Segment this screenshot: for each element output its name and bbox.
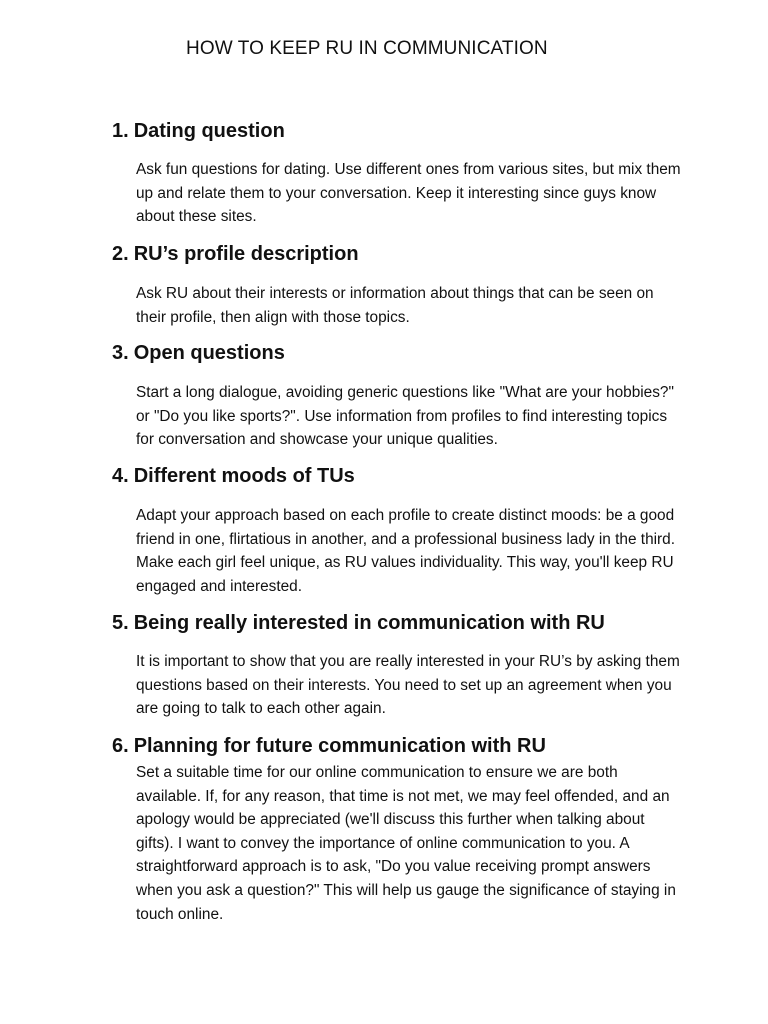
section-dating-question	[112, 118, 692, 229]
section-heading	[112, 610, 692, 636]
section-heading-text: Planning for future communication with RU	[133, 735, 546, 757]
section-body: Set a suitable time for our online communication to ensure we are both available. If, for any reason, that time is not met, we may feel offended, and an apology would be appreciated (we'll discuss this further when talking about gifts). I want to convey the importance of online communication to you. A straightforward approach is to ask, "Do you value receiving prompt answers when you ask a question?" This will help us gauge the significance of staying in touch online.	[136, 764, 676, 923]
section-number: 2.	[112, 243, 129, 265]
section-body: It is important to show that you are really interested in your RU’s by asking them questions based on their interests. You need to set up an agreement when you are going to talk to each other again.	[136, 653, 680, 718]
section-planning-future	[112, 733, 692, 926]
section-body: Ask RU about their interests or information about things that can be seen on their profile, then align with those topics.	[136, 285, 654, 326]
section-different-moods	[112, 463, 692, 598]
section-open-questions	[112, 340, 692, 452]
section-body: Start a long dialogue, avoiding generic questions like "What are your hobbies?" or "Do you like sports?". Use information from profiles to find interesting topics for conversation and showcase your unique qualities.	[136, 384, 674, 449]
section-number: 5.	[112, 612, 129, 634]
section-heading-text: Being really interested in communication with RU	[133, 612, 605, 634]
section-heading	[112, 340, 692, 366]
section-heading	[112, 241, 692, 267]
section-number: 1.	[112, 120, 129, 142]
document-title: HOW TO KEEP RU IN COMMUNICATION	[186, 38, 548, 59]
section-body: Ask fun questions for dating. Use different ones from various sites, but mix them up and relate them to your conversation. Keep it interesting since guys know about these sites.	[136, 161, 681, 226]
section-heading	[112, 463, 692, 489]
section-heading	[112, 118, 692, 144]
section-heading-text: Different moods of TUs	[133, 465, 355, 487]
section-heading	[112, 733, 692, 759]
section-being-interested	[112, 610, 692, 721]
section-number: 4.	[112, 465, 129, 487]
section-number: 3.	[112, 342, 129, 364]
section-heading-text: Open questions	[133, 342, 285, 364]
section-number: 6.	[112, 735, 129, 757]
section-heading-text: RU’s profile description	[133, 243, 359, 265]
section-heading-text: Dating question	[133, 120, 285, 142]
section-body: Adapt your approach based on each profile to create distinct moods: be a good friend in one, flirtatious in another, and a professional business lady in the third. Make each girl feel unique, as RU values individuality. This way, you'll keep RU engaged and interested.	[136, 507, 676, 595]
section-profile-description	[112, 241, 692, 329]
